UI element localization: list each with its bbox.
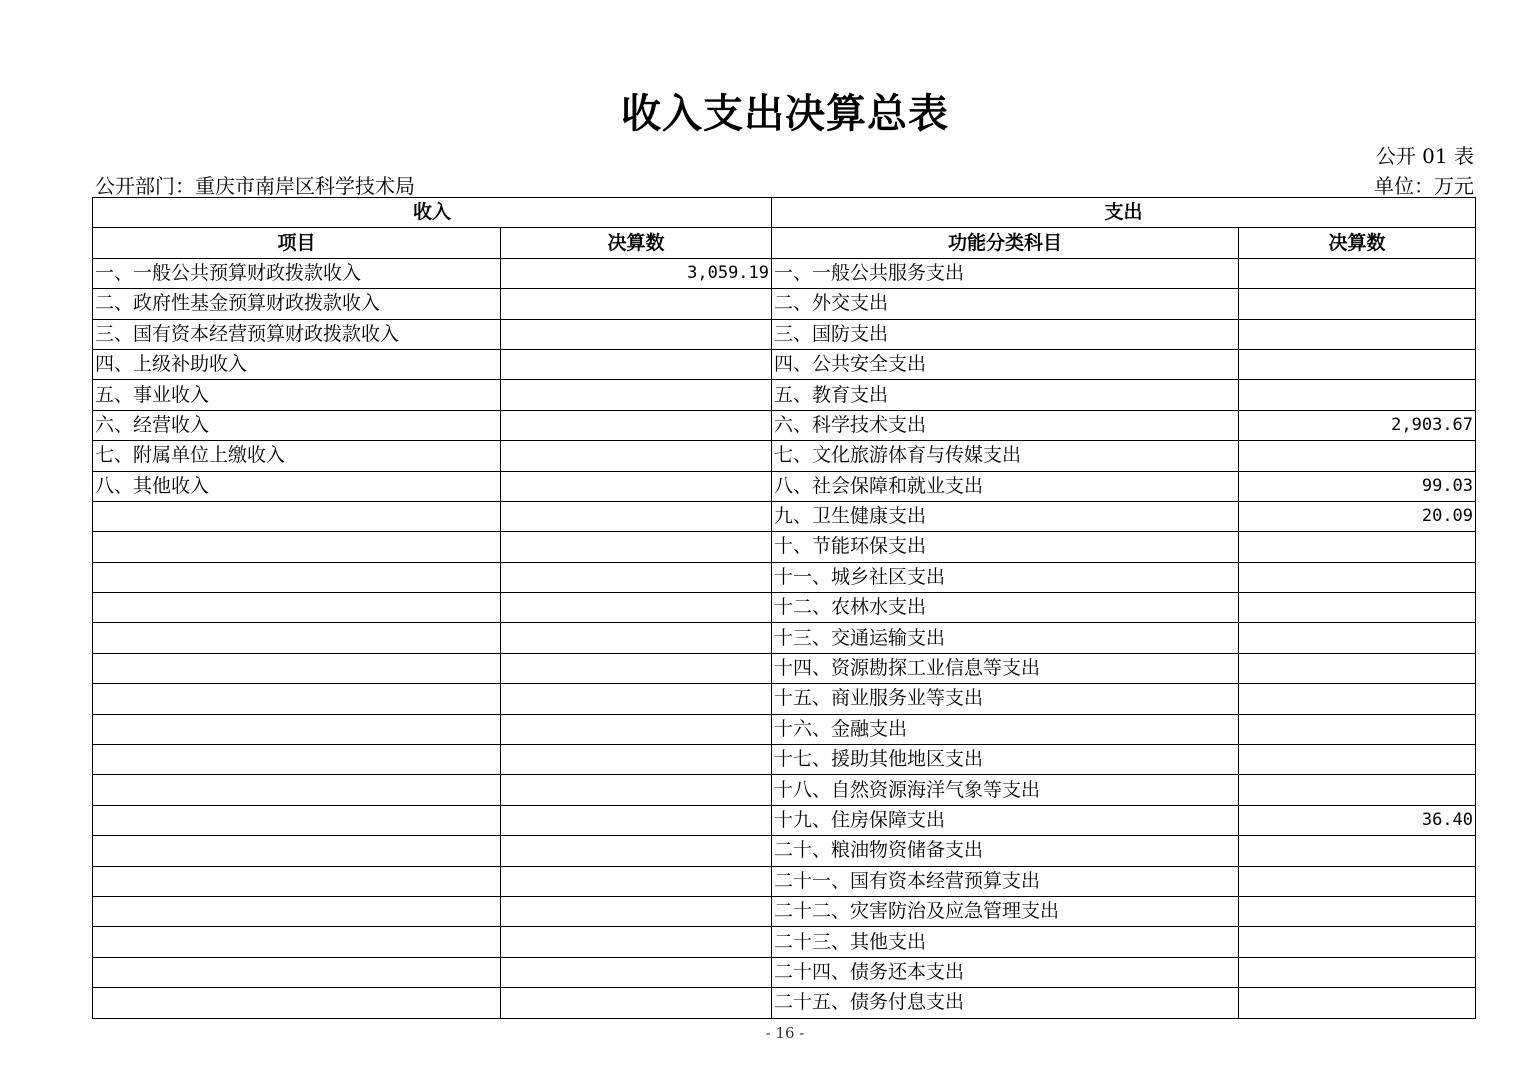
income-amount-cell [501, 866, 772, 896]
income-item-cell [93, 684, 501, 714]
table-row [93, 866, 1476, 896]
income-item-cell [93, 532, 501, 562]
expense-item-cell: 二十一、国有资本经营预算支出 [772, 866, 1239, 896]
income-amount-cell [501, 471, 772, 501]
income-amount-cell [501, 380, 772, 410]
table-row [93, 380, 1476, 410]
income-item-header: 项目 [93, 228, 501, 258]
income-item-cell [93, 623, 501, 653]
income-amount-cell: 3,059.19 [501, 258, 772, 288]
expense-amount-cell [1239, 623, 1476, 653]
income-header: 收入 [93, 198, 772, 228]
income-item-cell [93, 988, 501, 1018]
income-amount-cell [501, 623, 772, 653]
income-item-cell [93, 957, 501, 987]
expense-amount-cell [1239, 896, 1476, 926]
income-amount-cell [501, 289, 772, 319]
expense-amount-cell [1239, 289, 1476, 319]
expense-item-header: 功能分类科目 [772, 228, 1239, 258]
expense-item-cell: 十三、交通运输支出 [772, 623, 1239, 653]
income-amount-cell [501, 684, 772, 714]
budget-summary-table [92, 197, 1476, 1019]
expense-item-cell: 二、外交支出 [772, 289, 1239, 319]
table-row [93, 593, 1476, 623]
expense-item-cell: 二十、粮油物资储备支出 [772, 836, 1239, 866]
table-row [93, 896, 1476, 926]
income-amount-cell [501, 714, 772, 744]
income-item-cell: 八、其他收入 [93, 471, 501, 501]
expense-amount-cell [1239, 593, 1476, 623]
income-item-cell [93, 805, 501, 835]
expense-amount-cell [1239, 927, 1476, 957]
income-item-cell [93, 866, 501, 896]
expense-amount-cell: 2,903.67 [1239, 410, 1476, 440]
expense-amount-cell [1239, 988, 1476, 1018]
expense-item-cell: 二十五、债务付息支出 [772, 988, 1239, 1018]
table-row [93, 623, 1476, 653]
income-amount-cell [501, 532, 772, 562]
table-row [93, 441, 1476, 471]
expense-amount-header: 决算数 [1239, 228, 1476, 258]
table-row [93, 988, 1476, 1018]
table-row [93, 501, 1476, 531]
expense-amount-cell [1239, 441, 1476, 471]
expense-item-cell: 四、公共安全支出 [772, 349, 1239, 379]
income-item-cell: 一、一般公共预算财政拨款收入 [93, 258, 501, 288]
expense-item-cell: 十七、援助其他地区支出 [772, 745, 1239, 775]
expense-item-cell: 三、国防支出 [772, 319, 1239, 349]
income-item-cell: 四、上级补助收入 [93, 349, 501, 379]
income-amount-cell [501, 988, 772, 1018]
table-row [93, 927, 1476, 957]
income-amount-cell [501, 836, 772, 866]
expense-item-cell: 十、节能环保支出 [772, 532, 1239, 562]
income-item-cell [93, 927, 501, 957]
table-row [93, 532, 1476, 562]
income-item-cell [93, 501, 501, 531]
income-item-cell: 七、附属单位上缴收入 [93, 441, 501, 471]
income-amount-cell [501, 957, 772, 987]
department-label: 公开部门：重庆市南岸区科学技术局 [95, 174, 415, 198]
table-row [93, 805, 1476, 835]
expense-amount-cell [1239, 380, 1476, 410]
table-row [93, 957, 1476, 987]
income-item-cell: 五、事业收入 [93, 380, 501, 410]
expense-amount-cell [1239, 775, 1476, 805]
table-row [93, 319, 1476, 349]
income-item-cell [93, 653, 501, 683]
expense-item-cell: 五、教育支出 [772, 380, 1239, 410]
income-amount-cell [501, 653, 772, 683]
expense-item-cell: 二十二、灾害防治及应急管理支出 [772, 896, 1239, 926]
table-row [93, 684, 1476, 714]
expense-item-cell: 八、社会保障和就业支出 [772, 471, 1239, 501]
income-item-cell [93, 593, 501, 623]
expense-item-cell: 十八、自然资源海洋气象等支出 [772, 775, 1239, 805]
expense-amount-cell [1239, 684, 1476, 714]
income-item-cell [93, 745, 501, 775]
expense-item-cell: 十四、资源勘探工业信息等支出 [772, 653, 1239, 683]
income-item-cell [93, 896, 501, 926]
expense-item-cell: 十一、城乡社区支出 [772, 562, 1239, 592]
income-item-cell [93, 836, 501, 866]
table-row [93, 653, 1476, 683]
table-body [93, 258, 1476, 1018]
expense-amount-cell [1239, 562, 1476, 592]
header-row-group [93, 198, 1476, 228]
table-row [93, 562, 1476, 592]
table-row [93, 471, 1476, 501]
table-row [93, 775, 1476, 805]
income-amount-header: 决算数 [501, 228, 772, 258]
expense-item-cell: 十六、金融支出 [772, 714, 1239, 744]
income-item-cell: 六、经营收入 [93, 410, 501, 440]
expense-amount-cell [1239, 653, 1476, 683]
income-amount-cell [501, 805, 772, 835]
income-item-cell [93, 562, 501, 592]
income-amount-cell [501, 441, 772, 471]
expense-item-cell: 十五、商业服务业等支出 [772, 684, 1239, 714]
table-row [93, 289, 1476, 319]
table-row [93, 836, 1476, 866]
income-amount-cell [501, 410, 772, 440]
expense-amount-cell: 20.09 [1239, 501, 1476, 531]
expense-item-cell: 十九、住房保障支出 [772, 805, 1239, 835]
unit-label: 单位：万元 [1374, 174, 1474, 198]
expense-amount-cell [1239, 836, 1476, 866]
expense-item-cell: 六、科学技术支出 [772, 410, 1239, 440]
table-row [93, 258, 1476, 288]
expense-amount-cell [1239, 532, 1476, 562]
table-row [93, 410, 1476, 440]
expense-amount-cell [1239, 258, 1476, 288]
income-amount-cell [501, 896, 772, 926]
expense-item-cell: 七、文化旅游体育与传媒支出 [772, 441, 1239, 471]
income-amount-cell [501, 593, 772, 623]
income-item-cell: 三、国有资本经营预算财政拨款收入 [93, 319, 501, 349]
expense-amount-cell: 36.40 [1239, 805, 1476, 835]
expense-item-cell: 十二、农林水支出 [772, 593, 1239, 623]
expense-header: 支出 [772, 198, 1476, 228]
expense-amount-cell: 99.03 [1239, 471, 1476, 501]
expense-item-cell: 一、一般公共服务支出 [772, 258, 1239, 288]
expense-amount-cell [1239, 714, 1476, 744]
header-row-columns [93, 228, 1476, 258]
expense-item-cell: 二十三、其他支出 [772, 927, 1239, 957]
expense-item-cell: 九、卫生健康支出 [772, 501, 1239, 531]
expense-item-cell: 二十四、债务还本支出 [772, 957, 1239, 987]
income-amount-cell [501, 562, 772, 592]
income-amount-cell [501, 349, 772, 379]
table-row [93, 745, 1476, 775]
income-amount-cell [501, 927, 772, 957]
income-item-cell [93, 714, 501, 744]
form-number: 公开 01 表 [1375, 144, 1474, 168]
income-item-cell: 二、政府性基金预算财政拨款收入 [93, 289, 501, 319]
page-number: - 16 - [765, 1024, 805, 1042]
table-row [93, 349, 1476, 379]
income-amount-cell [501, 319, 772, 349]
income-amount-cell [501, 501, 772, 531]
income-amount-cell [501, 745, 772, 775]
expense-amount-cell [1239, 319, 1476, 349]
expense-amount-cell [1239, 866, 1476, 896]
expense-amount-cell [1239, 745, 1476, 775]
expense-amount-cell [1239, 349, 1476, 379]
table-row [93, 714, 1476, 744]
expense-amount-cell [1239, 957, 1476, 987]
income-amount-cell [501, 775, 772, 805]
document-title: 收入支出决算总表 [621, 91, 949, 137]
income-item-cell [93, 775, 501, 805]
